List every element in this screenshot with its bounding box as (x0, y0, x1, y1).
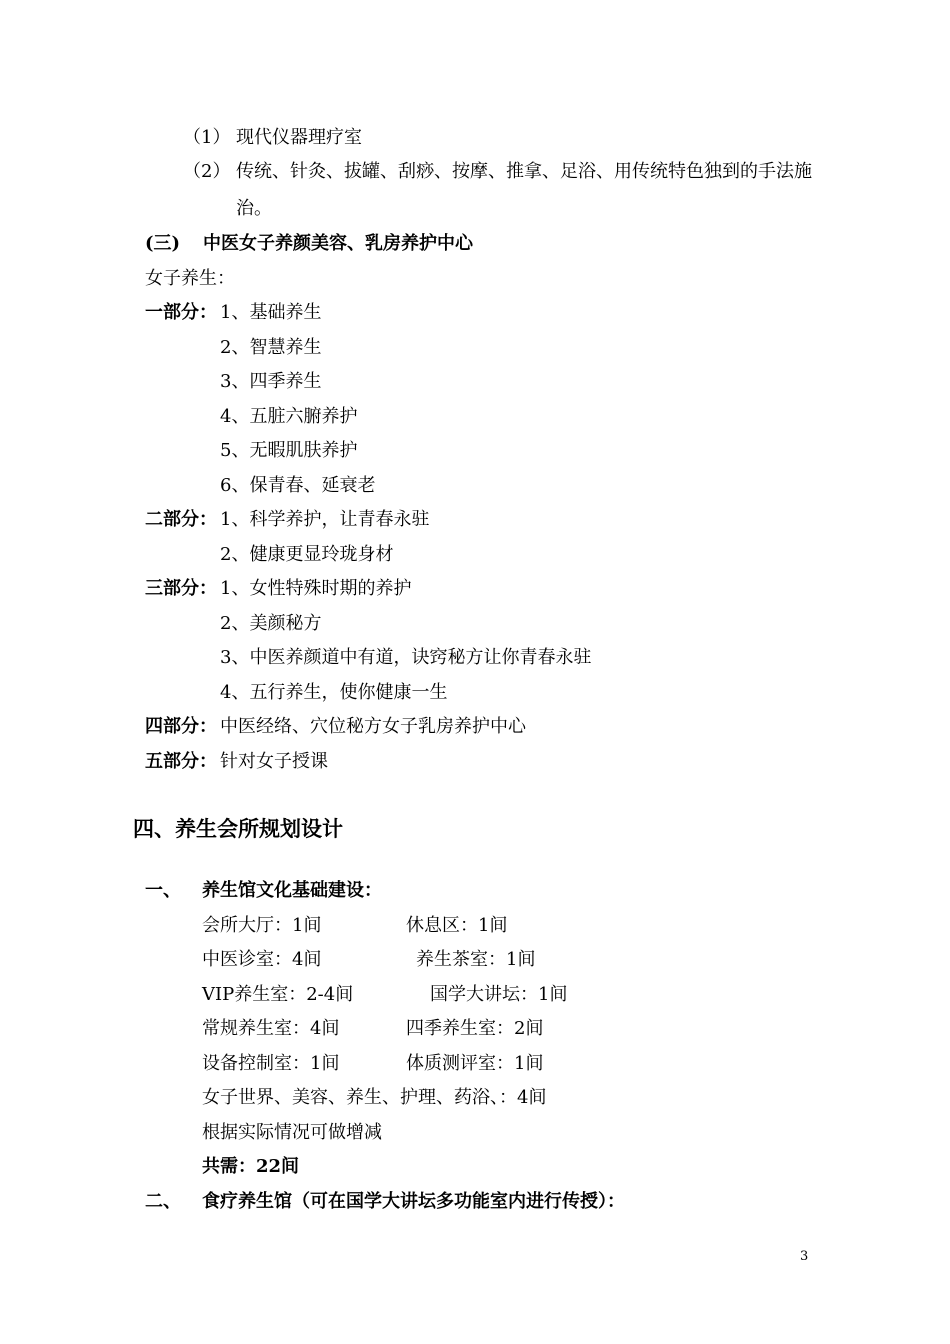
room-right: 四季养生室：2间 (406, 1018, 544, 1039)
intro-text: 女子养生： (145, 268, 235, 289)
section-three-number: (三) (145, 233, 181, 254)
part-item: 1、基础养生 (220, 302, 322, 323)
part-item: 5、无暇肌肤养护 (220, 440, 358, 461)
room-left: 会所大厅：1间 (202, 915, 322, 936)
list-item-2-text: 传统、针灸、拔罐、刮痧、按摩、推拿、足浴、用传统特色独到的手法施 (236, 161, 812, 182)
part-label: 二部分： (145, 509, 217, 530)
page-number: 3 (800, 1249, 809, 1264)
list-item-1-number: （1） (183, 127, 231, 148)
part-item: 4、五脏六腑养护 (220, 406, 358, 427)
subsection-one-number: 一、 (145, 880, 181, 901)
room-left: 设备控制室：1间 (202, 1053, 340, 1074)
subsection-one-title: 养生馆文化基础建设： (202, 880, 382, 901)
part-item: 1、科学养护，让青春永驻 (220, 509, 430, 530)
subsection-two-number: 二、 (145, 1191, 181, 1212)
part-item: 2、智慧养生 (220, 337, 322, 358)
part-item: 6、保青春、延衰老 (220, 475, 376, 496)
subsection-two-title: 食疗养生馆（可在国学大讲坛多功能室内进行传授）： (202, 1191, 625, 1212)
list-item-1-text: 现代仪器理疗室 (236, 127, 362, 148)
section-three-title: 中医女子养颜美容、乳房养护中心 (203, 233, 473, 254)
room-left: 常规养生室：4间 (202, 1018, 340, 1039)
part-item: 针对女子授课 (220, 751, 328, 772)
part-item: 4、五行养生，使你健康一生 (220, 682, 448, 703)
part-item: 1、女性特殊时期的养护 (220, 578, 412, 599)
section-four-heading: 四、养生会所规划设计 (133, 816, 343, 841)
room-left: 中医诊室：4间 (202, 949, 322, 970)
part-item: 2、健康更显玲珑身材 (220, 544, 394, 565)
part-item: 中医经络、穴位秘方女子乳房养护中心 (220, 716, 526, 737)
room-right: 休息区：1间 (406, 915, 508, 936)
room-right: 体质测评室：1间 (406, 1053, 544, 1074)
room-right: 养生茶室：1间 (416, 949, 536, 970)
room-right: 国学大讲坛：1间 (430, 984, 568, 1005)
part-label: 一部分： (145, 302, 217, 323)
part-item: 2、美颜秘方 (220, 613, 322, 634)
room-extra: 女子世界、美容、养生、护理、药浴、：4间 (202, 1087, 547, 1108)
part-label: 五部分： (145, 751, 217, 772)
room-total: 共需：22间 (202, 1156, 300, 1177)
room-note: 根据实际情况可做增减 (202, 1122, 382, 1143)
list-item-2-continuation: 治。 (236, 198, 272, 219)
list-item-2-number: （2） (183, 161, 231, 182)
part-label: 三部分： (145, 578, 217, 599)
part-item: 3、中医养颜道中有道，诀窍秘方让你青春永驻 (220, 647, 592, 668)
part-label: 四部分： (145, 716, 217, 737)
room-left: VIP养生室：2-4间 (202, 984, 354, 1005)
part-item: 3、四季养生 (220, 371, 322, 392)
